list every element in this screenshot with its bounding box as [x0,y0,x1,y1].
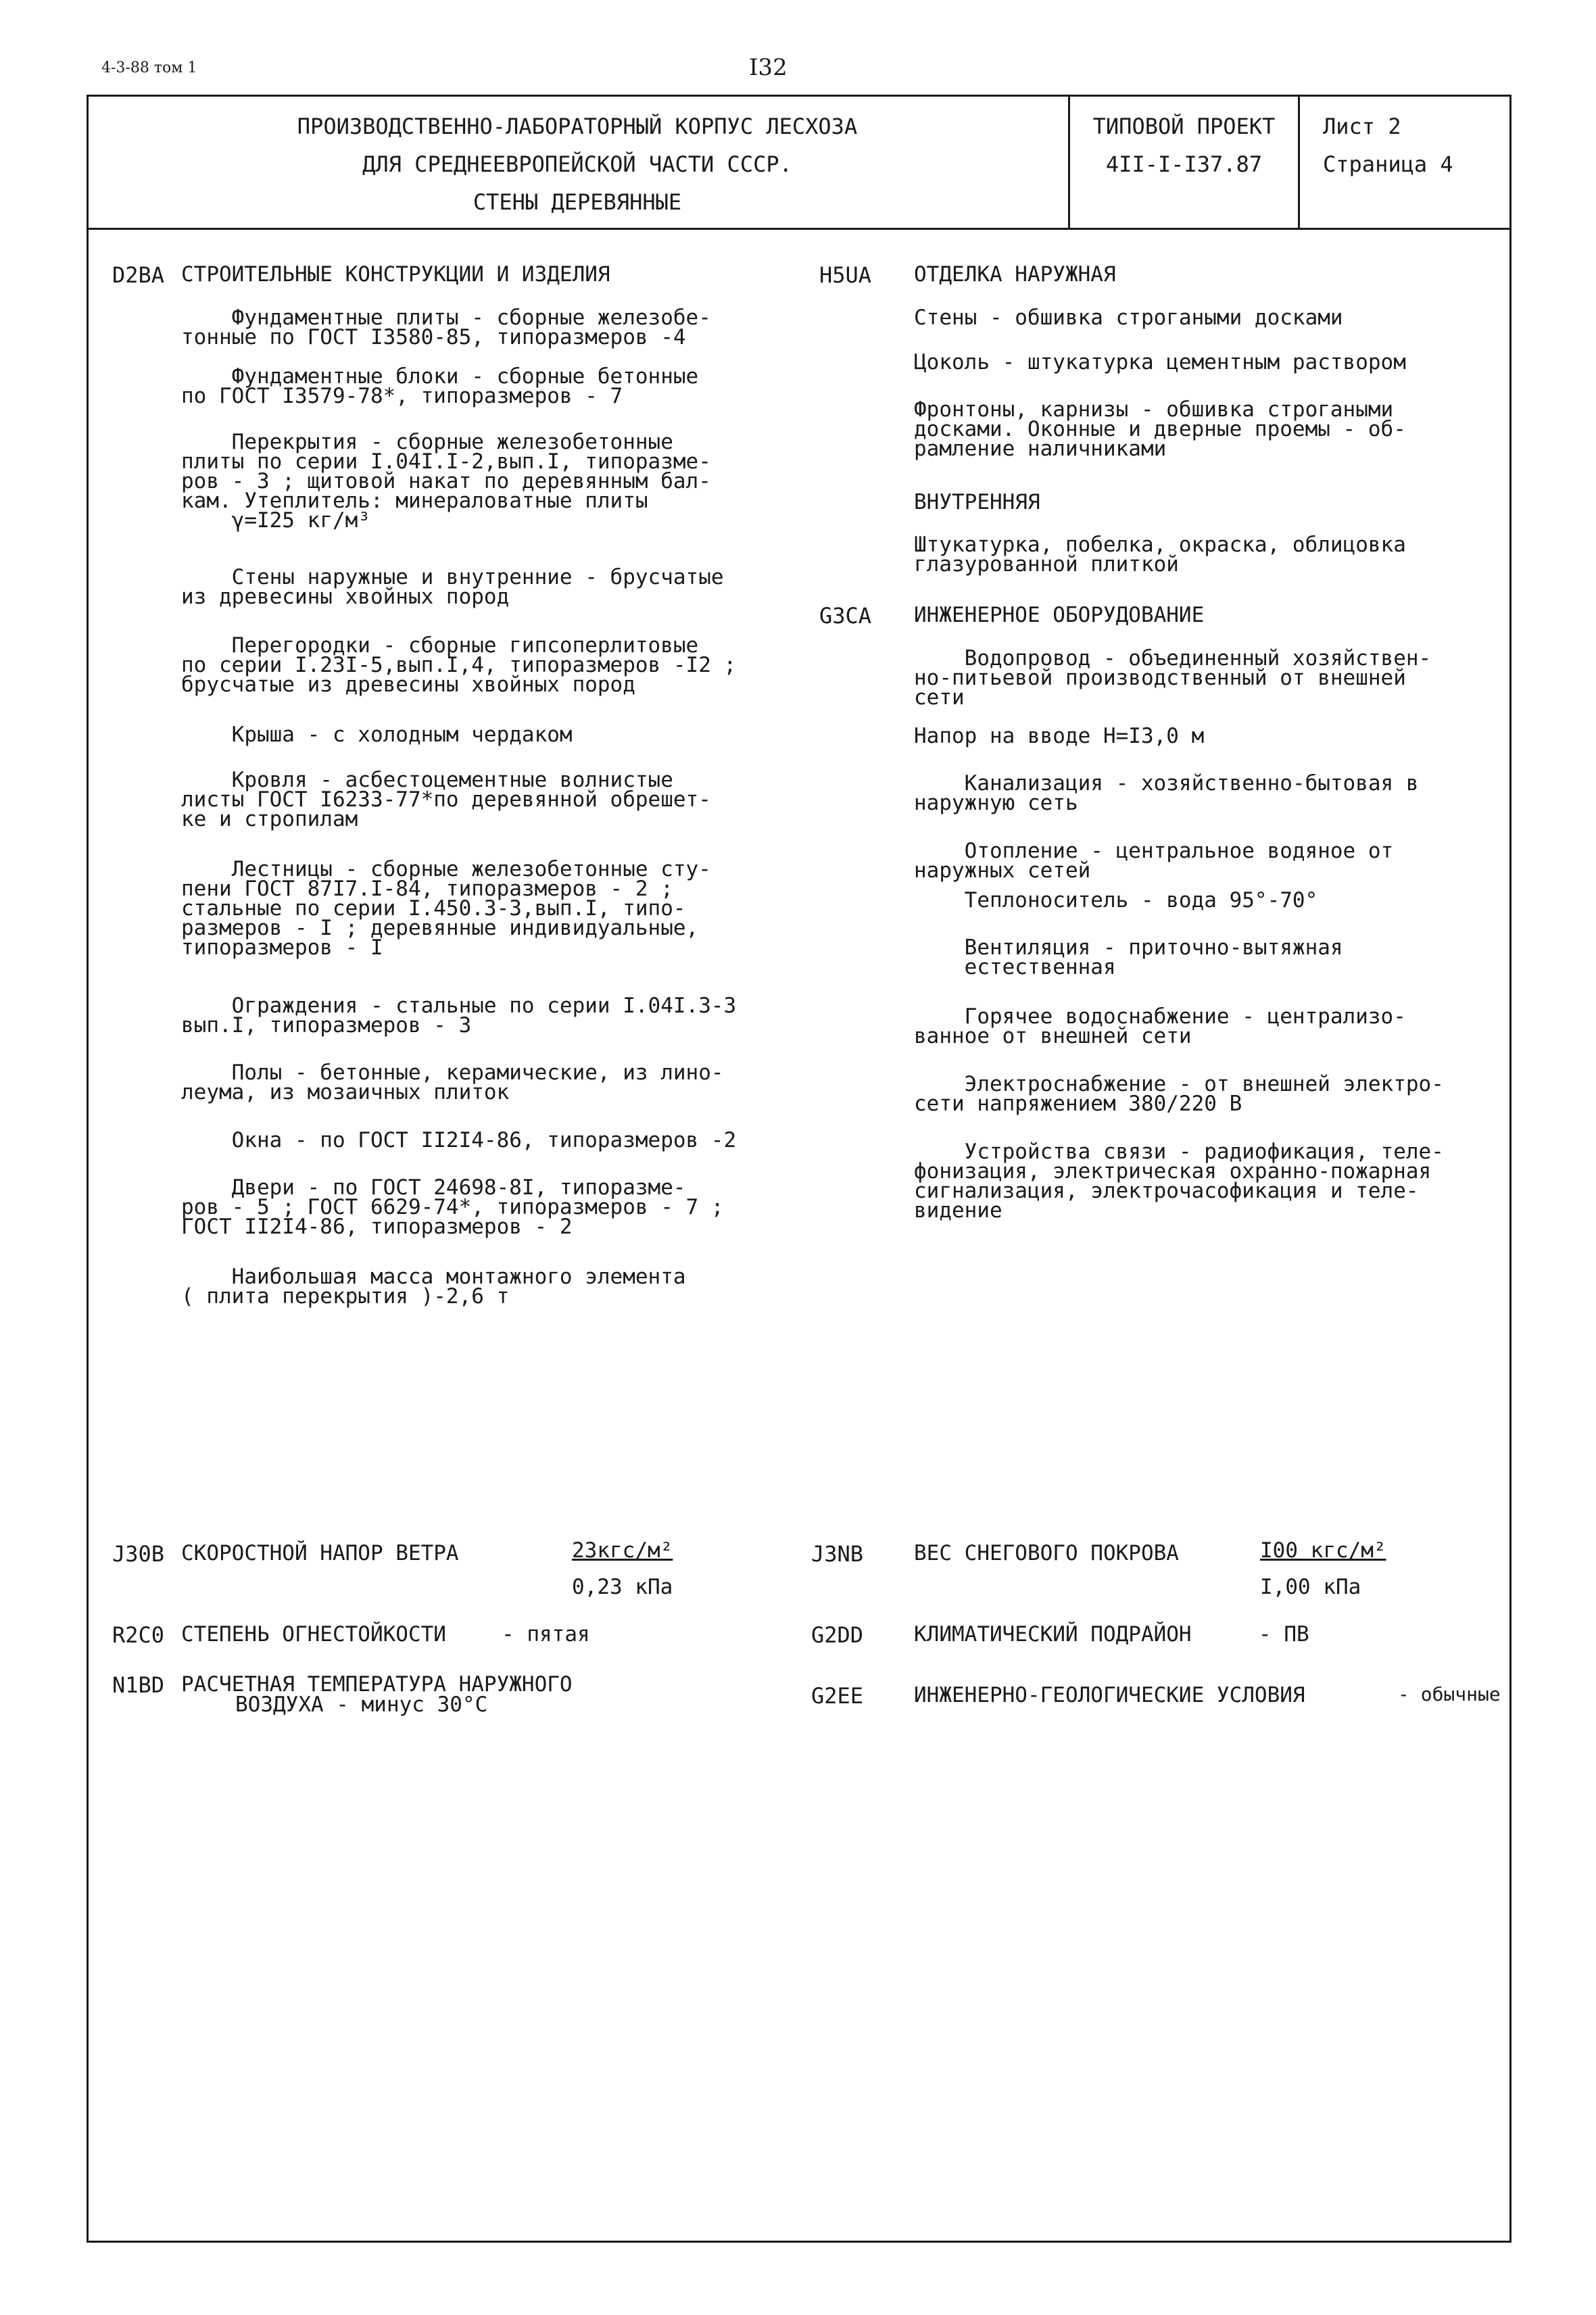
equipment-power: Электроснабжение - от внешней электро- сети напряжением 380/220 В [914,1072,1444,1116]
paragraph-floors-slabs: Перекрытия - сборные железобетонные плиты по серии I.04I.I-2,вып.I, типоразме- ров - 3 ; щитовой накат по деревянным бал- кам. Утеплитель: минераловатные плиты γ=I25 кг/м³ [181,430,711,533]
paragraph-windows: Окна - по ГОСТ II2I4-86, типоразмеров -2 [181,1128,737,1152]
paragraph-foundation-blocks: Фундаментные блоки - сборные бетонные по ГОСТ I3579-78*, типоразмеров - 7 [181,364,699,408]
volume-note: 4-3-88 том 1 [101,59,197,76]
finish-gables: Фронтоны, карнизы - обшивка строгаными досками. Оконные и дверные проемы - об- рамление наличниками [914,397,1406,461]
equipment-heating: Отопление - центральное водяное от наружных сетей [914,839,1394,883]
section-code-equipment: G3CA [819,603,872,629]
label-snow: ВЕС СНЕГОВОГО ПОКРОВА [914,1541,1179,1565]
paragraph-stairs: Лестницы - сборные железобетонные сту- пени ГОСТ 87I7.I-84, типоразмеров - 2 ; стальные по серии I.450.3-3,вып.I, типо- размеров - I ; деревянные индивидуальные, типоразмеров - I [181,857,711,960]
title-line-1: ПРОИЗВОДСТВЕННО-ЛАБОРАТОРНЫЙ КОРПУС ЛЕСХОЗА [297,114,858,139]
equipment-communications: Устройства связи - радиофикация, теле- фонизация, электрическая охранно-пожарная сигнализация, электрочасофикация и теле- видение [914,1140,1444,1223]
equipment-water: Водопровод - объединенный хозяйствен- но-питьевой производственный от внешней сети [914,646,1432,710]
value-wind-kgf: 23кгс/м² [572,1538,673,1563]
project-label: ТИПОВОЙ ПРОЕКТ [1092,114,1276,139]
label-geology: ИНЖЕНЕРНО-ГЕОЛОГИЧЕСКИЕ УСЛОВИЯ [914,1683,1305,1707]
sheet-label: Лист 2 [1323,114,1401,139]
paragraph-roof: Крыша - с холодным чердаком [181,723,573,747]
title-block [87,95,1512,230]
paragraph-foundation-slabs: Фундаментные плиты - сборные железобе- тонные по ГОСТ I3580-85, типоразмеров -4 [181,306,711,349]
title-cell [87,95,1070,228]
paragraph-railings: Ограждения - стальные по серии I.04I.3-3 вып.I, типоразмеров - 3 [181,994,737,1038]
finish-walls: Стены - обшивка строгаными досками [914,306,1343,330]
label-fire: СТЕПЕНЬ ОГНЕСТОЙКОСТИ [181,1622,446,1647]
paragraph-flooring: Полы - бетонные, керамические, из лино- леума, из мозаичных плиток [181,1061,724,1104]
section-heading-construction: СТРОИТЕЛЬНЫЕ КОНСТРУКЦИИ И ИЗДЕЛИЯ [181,262,610,287]
code-geology: G2EE [811,1683,864,1709]
value-geology: - обычные [1398,1683,1501,1705]
value-snow-kgf: I00 кгс/м² [1260,1538,1386,1563]
paragraph-doors: Двери - по ГОСТ 24698-8I, типоразме- ров - 5 ; ГОСТ 6629-74*, типоразмеров - 7 ; ГОСТ II2I4-86, типоразмеров - 2 [181,1175,724,1239]
equipment-pressure: Напор на вводе Н=I3,0 м [914,724,1205,748]
value-climate: - ПВ [1259,1622,1309,1647]
equipment-ventilation: Вентиляция - приточно-вытяжная естественная [964,935,1343,979]
paragraph-walls: Стены наружные и внутренние - брусчатые из древесины хвойных пород [181,565,724,609]
sheet-cell [1300,95,1509,228]
paragraph-partitions: Перегородки - сборные гипсоперлитовые по серии I.23I-5,вып.I,4, типоразмеров -I2 ; брусчатые из древесины хвойных пород [181,633,737,697]
label-climate: КЛИМАТИЧЕСКИЙ ПОДРАЙОН [914,1622,1192,1647]
finish-inner-heading: ВНУТРЕННЯЯ [914,490,1040,514]
page-number: I32 [749,54,788,81]
section-heading-equipment: ИНЖЕНЕРНОЕ ОБОРУДОВАНИЕ [914,603,1205,627]
value-wind-kpa: 0,23 кПа [572,1575,673,1599]
title-line-2: ДЛЯ СРЕДНЕЕВРОПЕЙСКОЙ ЧАСТИ СССР. [362,151,792,177]
code-temperature: N1BD [112,1672,165,1698]
label-temperature-line2: ВОЗДУХА - минус 30°С [235,1692,488,1717]
code-climate: G2DD [811,1622,864,1648]
code-wind: J30B [112,1541,165,1567]
code-snow: J3NB [811,1541,864,1567]
project-cell [1070,95,1300,228]
section-heading-finish: ОТДЕЛКА НАРУЖНАЯ [914,262,1116,287]
equipment-hot-water: Горячее водоснабжение - централизо- ванное от внешней сети [914,1004,1406,1048]
title-line-3: СТЕНЫ ДЕРЕВЯННЫЕ [473,189,682,215]
page-label: Страница 4 [1323,151,1453,177]
section-code-construction: D2BA [112,262,165,288]
equipment-heat-carrier: Теплоноситель - вода 95°-70° [914,888,1318,912]
code-fire: R2C0 [112,1622,165,1648]
value-fire: - пятая [502,1622,590,1647]
finish-plinth: Цоколь - штукатурка цементным раствором [914,350,1406,374]
equipment-sewer: Канализация - хозяйственно-бытовая в наружную сеть [914,771,1419,815]
section-code-finish: H5UA [819,262,872,288]
label-temperature-line1: РАСЧЕТНАЯ ТЕМПЕРАТУРА НАРУЖНОГО [181,1672,573,1697]
paragraph-max-mass: Наибольшая масса монтажного элемента ( плита перекрытия )-2,6 т [181,1265,686,1309]
finish-inner: Штукатурка, побелка, окраска, облицовка глазурованной плиткой [914,533,1406,577]
value-snow-kpa: I,00 кПа [1260,1575,1361,1599]
label-wind: СКОРОСТНОЙ НАПОР ВЕТРА [181,1541,459,1565]
paragraph-roofing: Кровля - асбестоцементные волнистые листы ГОСТ I6233-77*по деревянной обрешет- ке и стропилам [181,768,711,831]
project-number: 4II-I-I37.87 [1105,151,1263,177]
